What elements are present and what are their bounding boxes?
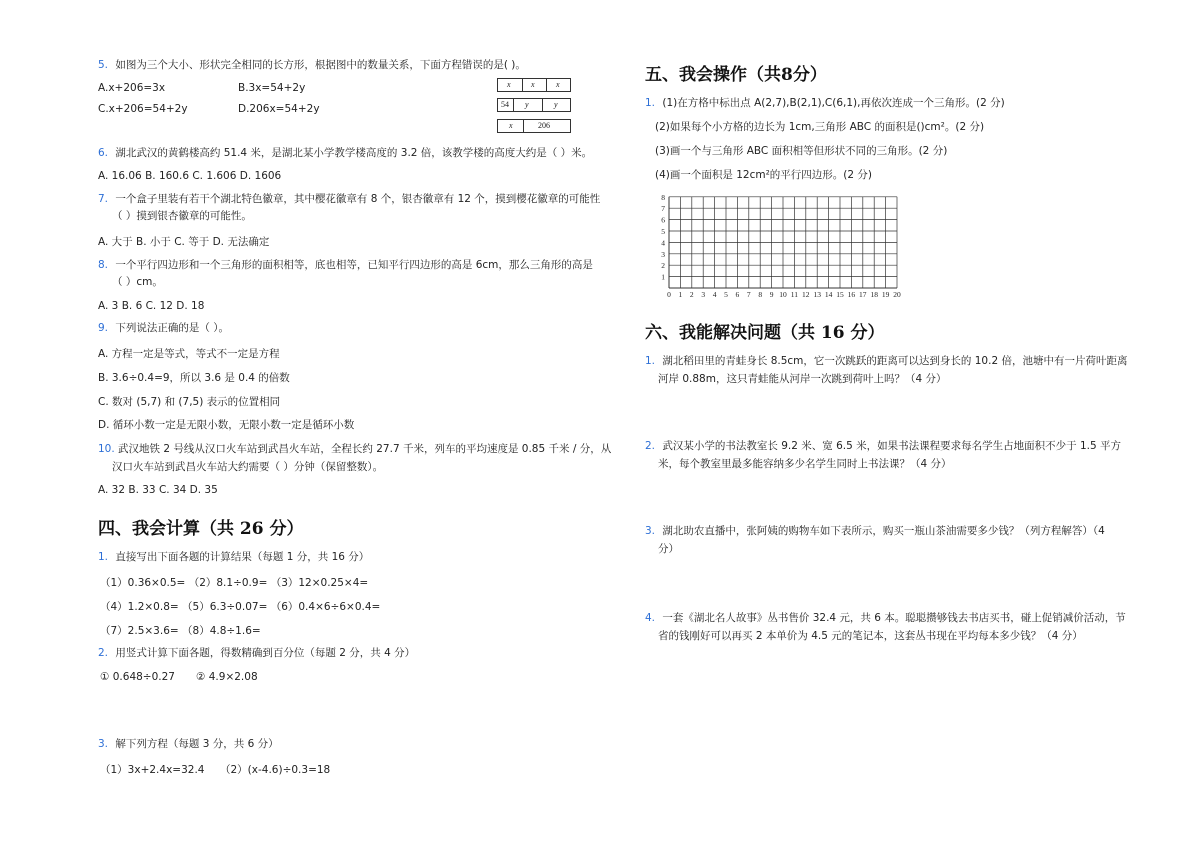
question-7-options: A. 大于 B. 小于 C. 等于 D. 无法确定 — [98, 236, 270, 248]
question-number: 1. — [645, 355, 656, 367]
question-text: 武汉地铁 2 号线从汉口火车站到武昌火车站，全程长约 27.7 千米，列车的平均速度是 0.85 千米 / 分，从 — [118, 443, 612, 455]
question-number: 6. — [98, 147, 109, 159]
x-tick-label: 12 — [802, 290, 810, 299]
problem-3 — [645, 524, 1105, 538]
operation-subquestion-3: (3)画一个与三角形 ABC 面积相等但形状不同的三角形。(2 分) — [655, 145, 948, 157]
coordinate-grid — [652, 190, 912, 302]
x-tick-label: 4 — [712, 290, 717, 299]
figure-label: y — [554, 100, 558, 109]
question-number: 1. — [645, 97, 656, 109]
problem-1 — [645, 354, 1127, 368]
problem-4 — [645, 611, 1126, 625]
question-text: 湖北武汉的黄鹤楼高约 51.4 米，是湖北某小学教学楼高度的 3.2 倍，该教学楼的高度大约是（ ）米。 — [115, 147, 593, 159]
question-text: 用竖式计算下面各题，得数精确到百分位（每题 2 分，共 4 分） — [115, 647, 416, 659]
x-tick-label: 6 — [735, 290, 740, 299]
question-text: 如图为三个大小、形状完全相同的长方形，根据图中的数量关系，下面方程错误的是( )。 — [115, 59, 526, 71]
figure-label: 54 — [501, 100, 509, 109]
option-d: D. 循环小数一定是无限小数，无限小数一定是循环小数 — [98, 419, 355, 431]
problem-2-line-2: 米，每个教室里最多能容纳多少名学生同时上书法课？（4 分） — [658, 458, 952, 470]
calc-question-2 — [98, 646, 415, 660]
question-text: 直接写出下面各题的计算结果（每题 1 分，共 16 分） — [115, 551, 370, 563]
question-7-line-2: （ ）摸到银杏徽章的可能性。 — [112, 210, 252, 222]
x-tick-label: 16 — [847, 290, 856, 299]
question-number: 10. — [98, 443, 115, 455]
x-tick-label: 1 — [678, 290, 683, 299]
calc-question-1 — [98, 550, 369, 564]
option-a: A.x+206=3x — [98, 82, 166, 94]
question-text: 武汉某小学的书法教室长 9.2 米、宽 6.5 米，如果书法课程要求每名学生占地面积不少于 1.5 平方 — [662, 440, 1121, 452]
x-tick-label: 0 — [667, 290, 671, 299]
equation-item: （2）(x-4.6)÷0.3=18 — [220, 764, 331, 776]
section-6-heading: 六、我能解决问题（共 16 分） — [645, 323, 885, 343]
problem-3-line-2: 分） — [658, 543, 679, 555]
option-b: B.3x=54+2y — [238, 82, 306, 94]
question-text: 下列说法正确的是（ ）。 — [115, 322, 229, 334]
option-a: A. 方程一定是等式，等式不一定是方程 — [98, 348, 280, 360]
x-tick-label: 14 — [824, 290, 833, 299]
calc-question-3 — [98, 737, 279, 751]
section-4-heading: 四、我会计算（共 26 分） — [98, 519, 304, 539]
operation-question-1 — [645, 96, 1005, 110]
figure-label: x — [509, 121, 513, 130]
question-number: 2. — [98, 647, 109, 659]
x-tick-label: 7 — [746, 290, 751, 299]
x-tick-label: 2 — [689, 290, 694, 299]
calc-row: （1）0.36×0.5= （2）8.1÷0.9= （3）12×0.25×4= — [100, 577, 369, 589]
figure-label: 206 — [538, 121, 550, 130]
question-text: 湖北稻田里的青蛙身长 8.5cm，它一次跳跃的距离可以达到身长的 10.2 倍，池塘中有一片荷叶距离 — [662, 355, 1128, 367]
figure-label: y — [525, 100, 529, 109]
question-text: 湖北助农直播中，张阿姨的购物车如下表所示，购买一瓶山茶油需要多少钱？（列方程解答）（4 — [662, 525, 1105, 537]
question-text: 一个盒子里装有若干个湖北特色徽章，其中樱花徽章有 8 个，银杏徽章有 12 个，摸到樱花徽章的可能性 — [115, 193, 601, 205]
x-tick-label: 11 — [790, 290, 799, 299]
operation-subquestion-4: (4)画一个面积是 12cm²的平行四边形。(2 分) — [655, 169, 872, 181]
question-6 — [98, 146, 592, 160]
y-tick-label: 3 — [661, 249, 665, 259]
x-tick-label: 5 — [724, 290, 728, 299]
question-number: 9. — [98, 322, 109, 334]
question-number: 2. — [645, 440, 656, 452]
question-6-options: A. 16.06 B. 160.6 C. 1.606 D. 1606 — [98, 170, 282, 182]
x-tick-label: 9 — [769, 290, 774, 299]
x-tick-label: 3 — [701, 290, 706, 299]
question-7 — [98, 192, 600, 206]
question-10 — [98, 442, 611, 456]
x-axis-labels — [667, 290, 901, 299]
calc-row: （7）2.5×3.6= （8）4.8÷1.6= — [100, 625, 261, 637]
option-c: C.x+206=54+2y — [98, 103, 188, 115]
question-text: 一个平行四边形和一个三角形的面积相等，底也相等，已知平行四边形的高是 6cm，那么三角形的高是 — [115, 259, 593, 271]
option-c: C. 数对 (5,7) 和 (7,5) 表示的位置相同 — [98, 396, 281, 408]
question-text: (1)在方格中标出点 A(2,7),B(2,1),C(6,1),再依次连成一个三角形。(2 分) — [662, 97, 1005, 109]
question-5 — [98, 58, 526, 72]
y-tick-label: 8 — [661, 192, 665, 202]
y-axis-labels — [661, 193, 665, 282]
figure-label: x — [556, 80, 560, 89]
question-9 — [98, 321, 229, 335]
question-8-options: A. 3 B. 6 C. 12 D. 18 — [98, 300, 205, 312]
vertical-calc-item: ② 4.9×2.08 — [196, 671, 258, 683]
y-tick-label: 5 — [661, 227, 665, 236]
grid-lines — [669, 197, 897, 288]
option-b: B. 3.6÷0.4=9，所以 3.6 是 0.4 的倍数 — [98, 372, 290, 384]
figure-row-1 — [497, 78, 571, 92]
x-tick-label: 15 — [836, 290, 844, 299]
question-number: 1. — [98, 551, 109, 563]
question-10-line-2: 汉口火车站到武昌火车站大约需要（ ）分钟（保留整数）。 — [112, 461, 384, 473]
option-d: D.206x=54+2y — [238, 103, 320, 115]
problem-2 — [645, 439, 1121, 453]
x-tick-label: 20 — [893, 290, 901, 299]
question-8 — [98, 258, 593, 272]
figure-row-2 — [497, 98, 571, 112]
figure-row-3 — [497, 119, 571, 133]
y-tick-label: 1 — [661, 272, 665, 282]
section-5-heading: 五、我会操作（共8分） — [645, 65, 827, 85]
figure-label: x — [531, 80, 535, 89]
question-8-line-2: （ ）cm。 — [112, 276, 163, 288]
operation-subquestion-2: (2)如果每个小方格的边长为 1cm,三角形 ABC 的面积是()cm²。(2 分) — [655, 121, 985, 133]
question-text: 一套《湖北名人故事》丛书售价 32.4 元，共 6 本。聪聪攒够钱去书店买书，碰上促销减价活动，节 — [662, 612, 1126, 624]
question-number: 5. — [98, 59, 109, 71]
question-number: 7. — [98, 193, 109, 205]
figure-label: x — [507, 80, 511, 89]
problem-4-line-2: 省的钱刚好可以再买 2 本单价为 4.5 元的笔记本，这套丛书现在平均每本多少钱？（4 分） — [658, 630, 1083, 642]
question-number: 3. — [98, 738, 109, 750]
problem-1-line-2: 河岸 0.88m，这只青蛙能从河岸一次跳到荷叶上吗？（4 分） — [658, 373, 947, 385]
calc-row: （4）1.2×0.8= （5）6.3÷0.07= （6）0.4×6÷6×0.4= — [100, 601, 381, 613]
question-10-options: A. 32 B. 33 C. 34 D. 35 — [98, 484, 218, 496]
y-tick-label: 4 — [661, 238, 665, 248]
question-number: 3. — [645, 525, 656, 537]
y-tick-label: 7 — [661, 204, 665, 214]
x-tick-label: 17 — [859, 290, 867, 299]
x-tick-label: 8 — [758, 290, 763, 299]
x-tick-label: 18 — [870, 290, 878, 299]
question-text: 解下列方程（每题 3 分，共 6 分） — [115, 738, 279, 750]
x-tick-label: 13 — [813, 290, 821, 299]
y-tick-label: 6 — [661, 215, 665, 225]
x-tick-label: 10 — [779, 290, 787, 299]
y-tick-label: 2 — [661, 261, 665, 271]
question-number: 8. — [98, 259, 109, 271]
question-number: 4. — [645, 612, 656, 624]
vertical-calc-item: ① 0.648÷0.27 — [100, 671, 175, 683]
x-tick-label: 19 — [881, 290, 890, 299]
equation-item: （1）3x+2.4x=32.4 — [100, 764, 205, 776]
